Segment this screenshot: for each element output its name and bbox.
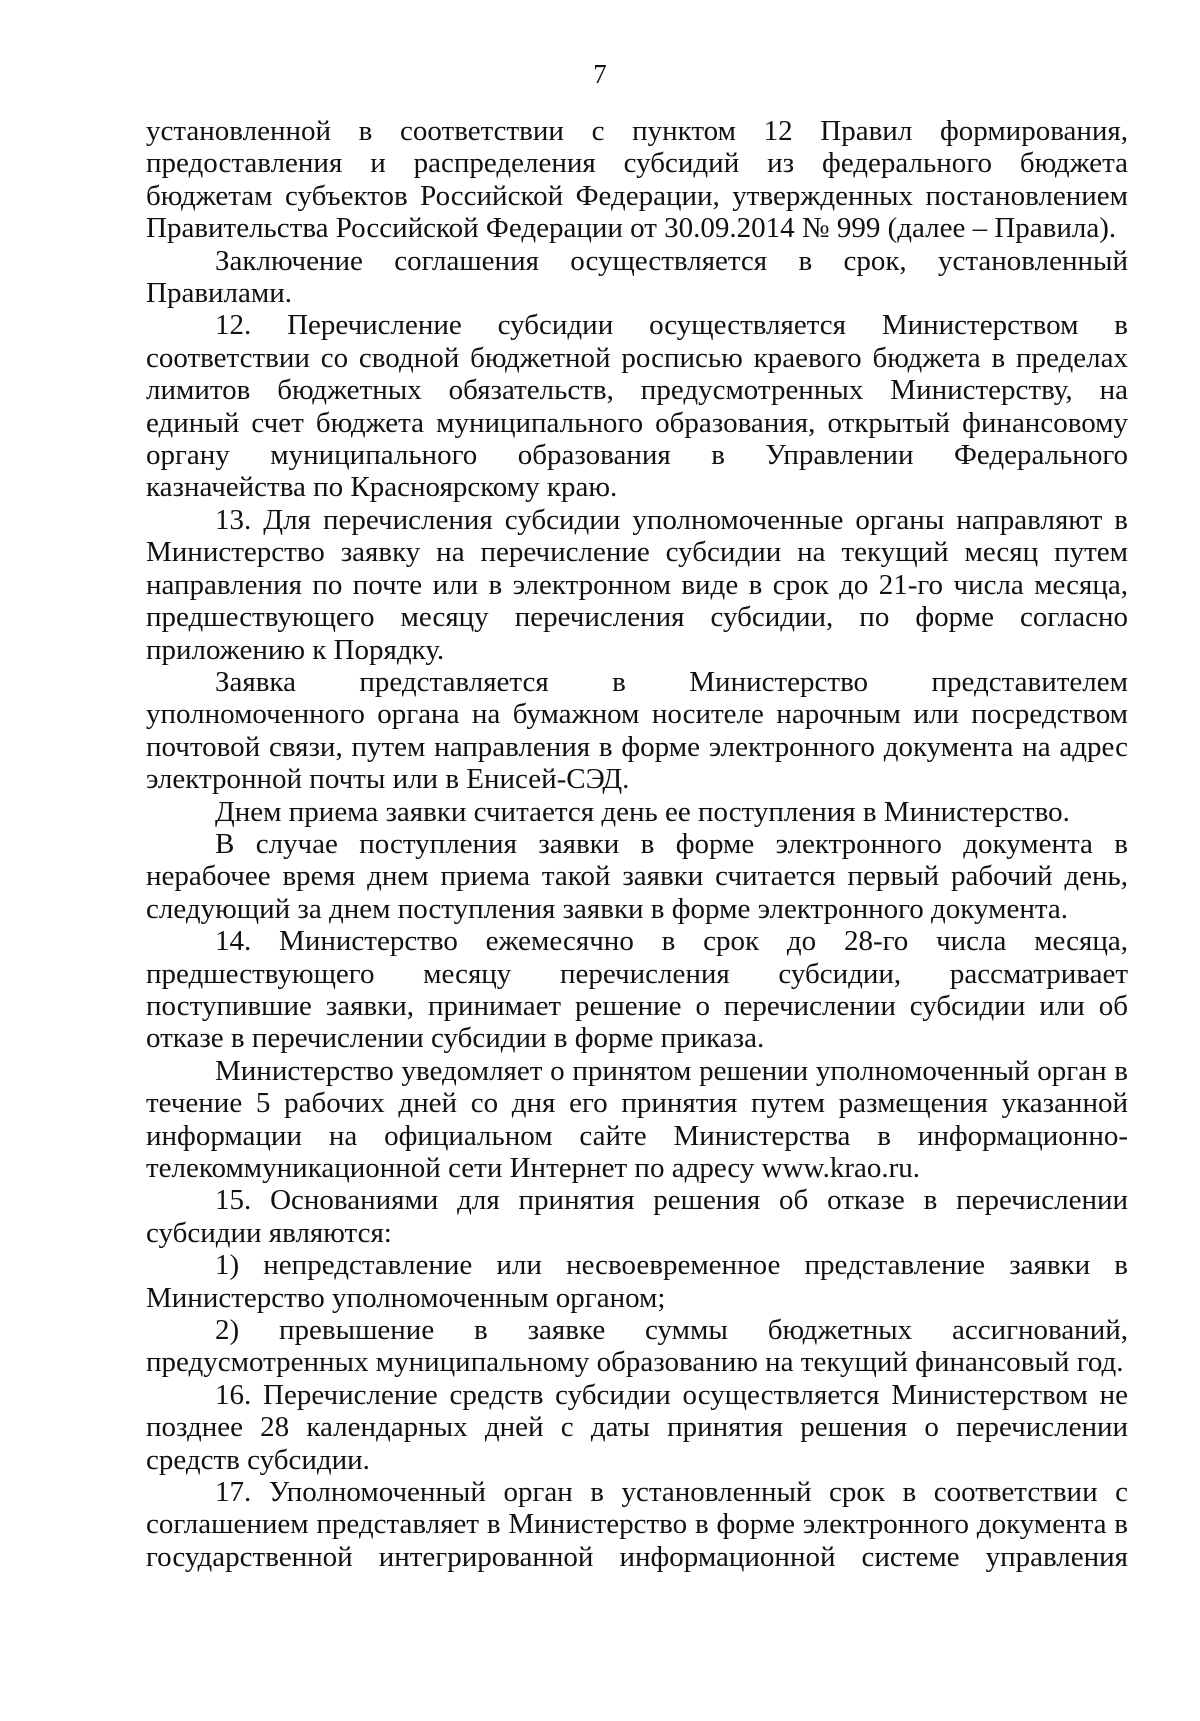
- paragraph-item-15: 15. Основаниями для принятия решения об отказе в перечислении субсидии являются:: [146, 1184, 1128, 1249]
- paragraph-notification: Министерство уведомляет о принятом решении уполномоченный орган в течение 5 рабочих дней со дня его принятия путем размещения указанной информации на официальном сайте Министерства в информационно-телекоммуникационной сети Интернет по адресу www.krao.ru.: [146, 1054, 1128, 1184]
- paragraph-item-12: 12. Перечисление субсидии осуществляется Министерством в соответствии со сводной бюджетной росписью краевого бюджета в пределах лимитов бюджетных обязательств, предусмотренных Министерству, на единый счет бюджета муниципального образования, открытый финансовому органу муниципального образования в Управлении Федерального казначейства по Красноярскому краю.: [146, 309, 1128, 504]
- paragraph-agreement-term: Заключение соглашения осуществляется в срок, установленный Правилами.: [146, 244, 1128, 310]
- paragraph-item-15-2: 2) превышение в заявке суммы бюджетных ассигнований, предусмотренных муниципальному образованию на текущий финансовый год.: [146, 1314, 1128, 1379]
- paragraph-application-submission: Заявка представляется в Министерство представителем уполномоченного органа на бумажном носителе нарочным или посредством почтовой связи, путем направления в форме электронного документа на адрес электронной почты или в Енисей-СЭД.: [146, 665, 1128, 796]
- paragraph-non-working-time: В случае поступления заявки в форме электронного документа в нерабочее время днем приема такой заявки считается первый рабочий день, следующий за днем поступления заявки в форме электронного документа.: [146, 827, 1128, 925]
- paragraph-item-17: 17. Уполномоченный орган в установленный срок в соответствии с соглашением представляет в Министерство в форме электронного документа в государственной интегрированной информационной системе управления: [146, 1476, 1128, 1573]
- paragraph-item-15-1: 1) непредставление или несвоевременное представление заявки в Министерство уполномоченным органом;: [146, 1249, 1128, 1314]
- paragraph-item-14: 14. Министерство ежемесячно в срок до 28-го числа месяца, предшествующего месяцу перечисления субсидии, рассматривает поступившие заявки, принимает решение о перечислении субсидии или об отказе в перечислении субсидии в форме приказа.: [146, 925, 1128, 1055]
- paragraph-receipt-day: Днем приема заявки считается день ее поступления в Министерство.: [215, 795, 1070, 828]
- document-body: [146, 115, 1128, 1573]
- paragraph-rules-reference: установленной в соответствии с пунктом 12 Правил формирования, предоставления и распределения субсидий из федерального бюджета бюджетам субъектов Российской Федерации, утвержденных постановлением Правительства Российской Федерации от 30.09.2014 № 999 (далее – Правила).: [146, 115, 1128, 245]
- page-number: 7: [593, 59, 607, 89]
- paragraph-item-13: 13. Для перечисления субсидии уполномоченные органы направляют в Министерство заявку на перечисление субсидии на текущий месяц путем направления по почте или в электронном виде в срок до 21-го числа месяца, предшествующего месяцу перечисления субсидии, по форме согласно приложению к Порядку.: [146, 503, 1128, 666]
- paragraph-item-16: 16. Перечисление средств субсидии осуществляется Министерством не позднее 28 календарных дней с даты принятия решения о перечислении средств субсидии.: [146, 1378, 1128, 1476]
